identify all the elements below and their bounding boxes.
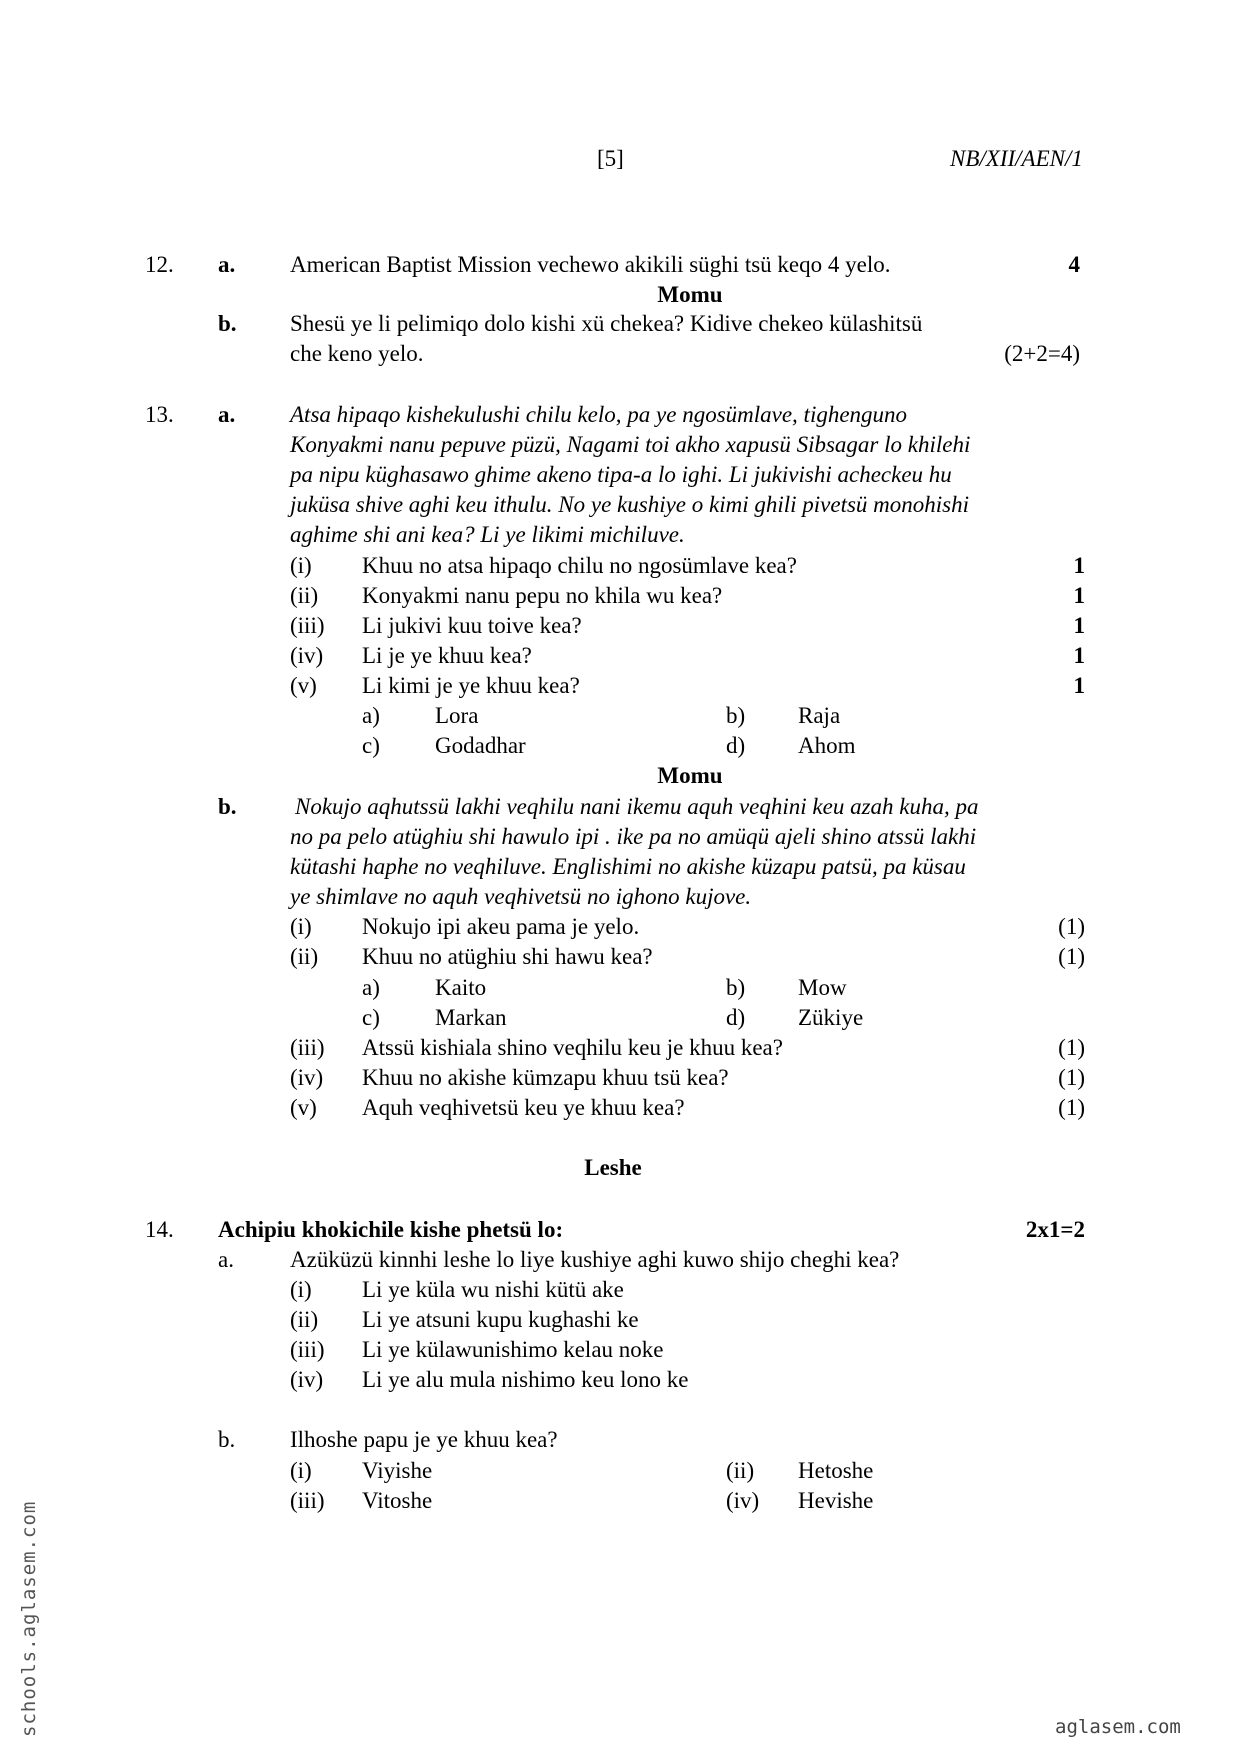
bottom-watermark: aglasem.com bbox=[1055, 1716, 1181, 1738]
option-label: (iii) bbox=[290, 1337, 325, 1362]
passage-line: Atsa hipaqo kishekulushi chilu kelo, pa ye ngosümlave, tighenguno bbox=[290, 402, 908, 427]
paper-code: NB/XII/AEN/1 bbox=[950, 146, 1083, 171]
option-label: (ii) bbox=[726, 1458, 755, 1483]
part-label: b. bbox=[218, 1427, 236, 1452]
part-label: a. bbox=[218, 402, 236, 427]
side-watermark: schools.aglasem.com bbox=[18, 1500, 40, 1737]
marks: (2+2=4) bbox=[1004, 341, 1080, 366]
sub-question-number: (ii) bbox=[290, 944, 319, 969]
sub-question-text: Nokujo ipi akeu pama je yelo. bbox=[362, 914, 640, 939]
sub-question-number: (iv) bbox=[290, 1065, 324, 1090]
option-label: d) bbox=[726, 733, 746, 758]
option-text: Mow bbox=[798, 975, 847, 1000]
sub-question-number: (v) bbox=[290, 673, 317, 698]
passage-line: juküsa shive aghi keu ithulu. No ye kushiye o kimi ghili pivetsü monohishi bbox=[290, 492, 970, 517]
part-label: b. bbox=[218, 311, 237, 336]
option-label: (iii) bbox=[290, 1488, 325, 1513]
passage-line: no pa pelo atüghiu shi hawulo ipi . ike pa no amüqü ajeli shino atssü lakhi bbox=[290, 824, 977, 849]
marks: (1) bbox=[1058, 1035, 1085, 1060]
option-text: Vitoshe bbox=[362, 1488, 433, 1513]
option-label: b) bbox=[726, 703, 746, 728]
option-label: d) bbox=[726, 1005, 746, 1030]
section-title: Leshe bbox=[584, 1155, 642, 1180]
sub-question-text: Khuu no atsa hipaqo chilu no ngosümlave kea? bbox=[362, 553, 797, 578]
marks: 4 bbox=[1068, 252, 1080, 277]
passage-line: Konyakmi nanu pepuve püzü, Nagami toi akho xapusü Sibsagar lo khilehi bbox=[290, 432, 971, 457]
option-label: a) bbox=[362, 975, 380, 1000]
marks: 1 bbox=[1073, 613, 1085, 638]
sub-question-number: (i) bbox=[290, 914, 312, 939]
part-label: a. bbox=[218, 252, 236, 277]
sub-question-number: (ii) bbox=[290, 583, 319, 608]
question-text: Azüküzü kinnhi leshe lo liye kushiye aghi kuwo shijo cheghi kea? bbox=[290, 1247, 900, 1272]
option-text: Li ye alu mula nishimo keu lono ke bbox=[362, 1367, 689, 1392]
question-number: 14. bbox=[145, 1217, 174, 1242]
sub-question-text: Konyakmi nanu pepu no khila wu kea? bbox=[362, 583, 723, 608]
option-text: Hetoshe bbox=[798, 1458, 874, 1483]
option-text: Hevishe bbox=[798, 1488, 874, 1513]
sub-question-text: Li kimi je ye khuu kea? bbox=[362, 673, 580, 698]
option-label: (i) bbox=[290, 1277, 312, 1302]
option-label: (ii) bbox=[290, 1307, 319, 1332]
passage-line: ye shimlave no aquh veqhivetsü no ighono kujove. bbox=[290, 884, 752, 909]
marks: (1) bbox=[1058, 914, 1085, 939]
option-text: Lora bbox=[435, 703, 479, 728]
sub-question-number: (iii) bbox=[290, 1035, 325, 1060]
option-label: (iv) bbox=[290, 1367, 324, 1392]
question-text: American Baptist Mission vechewo akikili süghi tsü keqo 4 yelo. bbox=[290, 252, 891, 277]
marks: (1) bbox=[1058, 944, 1085, 969]
marks: (1) bbox=[1058, 1095, 1085, 1120]
sub-question-number: (i) bbox=[290, 553, 312, 578]
sub-question-text: Aquh veqhivetsü keu ye khuu kea? bbox=[362, 1095, 685, 1120]
question-text: Shesü ye li pelimiqo dolo kishi xü chekea? Kidive chekeo külashitsü bbox=[290, 311, 923, 336]
question-number: 12. bbox=[145, 252, 174, 277]
option-text: Li ye külawunishimo kelau noke bbox=[362, 1337, 664, 1362]
sub-question-text: Li jukivi kuu toive kea? bbox=[362, 613, 582, 638]
marks: 1 bbox=[1073, 643, 1085, 668]
marks: 1 bbox=[1073, 583, 1085, 608]
option-label: c) bbox=[362, 733, 380, 758]
option-text: Viyishe bbox=[362, 1458, 433, 1483]
sub-question-text: Li je ye khuu kea? bbox=[362, 643, 532, 668]
sub-question-number: (iii) bbox=[290, 613, 325, 638]
option-text: Li ye küla wu nishi kütü ake bbox=[362, 1277, 624, 1302]
option-label: c) bbox=[362, 1005, 380, 1030]
passage-line: aghime shi ani kea? Li ye likimi michiluve. bbox=[290, 522, 685, 547]
option-text: Li ye atsuni kupu kughashi ke bbox=[362, 1307, 639, 1332]
option-text: Ahom bbox=[798, 733, 856, 758]
option-label: (iv) bbox=[726, 1488, 760, 1513]
passage-line: pa nipu küghasawo ghime akeno tipa-a lo ighi. Li jukivishi acheckeu hu bbox=[290, 462, 952, 487]
question-number: 13. bbox=[145, 402, 174, 427]
question-heading: Achipiu khokichile kishe phetsü lo: bbox=[218, 1217, 564, 1242]
or-separator: Momu bbox=[657, 763, 723, 788]
option-text: Raja bbox=[798, 703, 841, 728]
sub-question-number: (v) bbox=[290, 1095, 317, 1120]
option-text: Markan bbox=[435, 1005, 507, 1030]
sub-question-text: Atssü kishiala shino veqhilu keu je khuu kea? bbox=[362, 1035, 783, 1060]
marks: 1 bbox=[1073, 673, 1085, 698]
passage-line: Nokujo aqhutssü lakhi veqhilu nani ikemu aquh veqhini keu azah kuha, pa bbox=[295, 794, 979, 819]
question-text: Ilhoshe papu je ye khuu kea? bbox=[290, 1427, 558, 1452]
sub-question-text: Khuu no akishe kümzapu khuu tsü kea? bbox=[362, 1065, 729, 1090]
page-number: [5] bbox=[597, 146, 624, 171]
marks: (1) bbox=[1058, 1065, 1085, 1090]
option-text: Godadhar bbox=[435, 733, 526, 758]
sub-question-number: (iv) bbox=[290, 643, 324, 668]
marks: 1 bbox=[1073, 553, 1085, 578]
option-text: Kaito bbox=[435, 975, 487, 1000]
option-label: (i) bbox=[290, 1458, 312, 1483]
option-text: Zükiye bbox=[798, 1005, 864, 1030]
sub-question-text: Khuu no atüghiu shi hawu kea? bbox=[362, 944, 653, 969]
marks: 2x1=2 bbox=[1025, 1217, 1085, 1242]
part-label: b. bbox=[218, 794, 237, 819]
passage-line: kütashi haphe no veqhiluve. Englishimi no akishe küzapu patsü, pa küsau bbox=[290, 854, 966, 879]
question-text: che keno yelo. bbox=[290, 341, 424, 366]
or-separator: Momu bbox=[657, 282, 723, 307]
option-label: a) bbox=[362, 703, 380, 728]
part-label: a. bbox=[218, 1247, 234, 1272]
option-label: b) bbox=[726, 975, 746, 1000]
